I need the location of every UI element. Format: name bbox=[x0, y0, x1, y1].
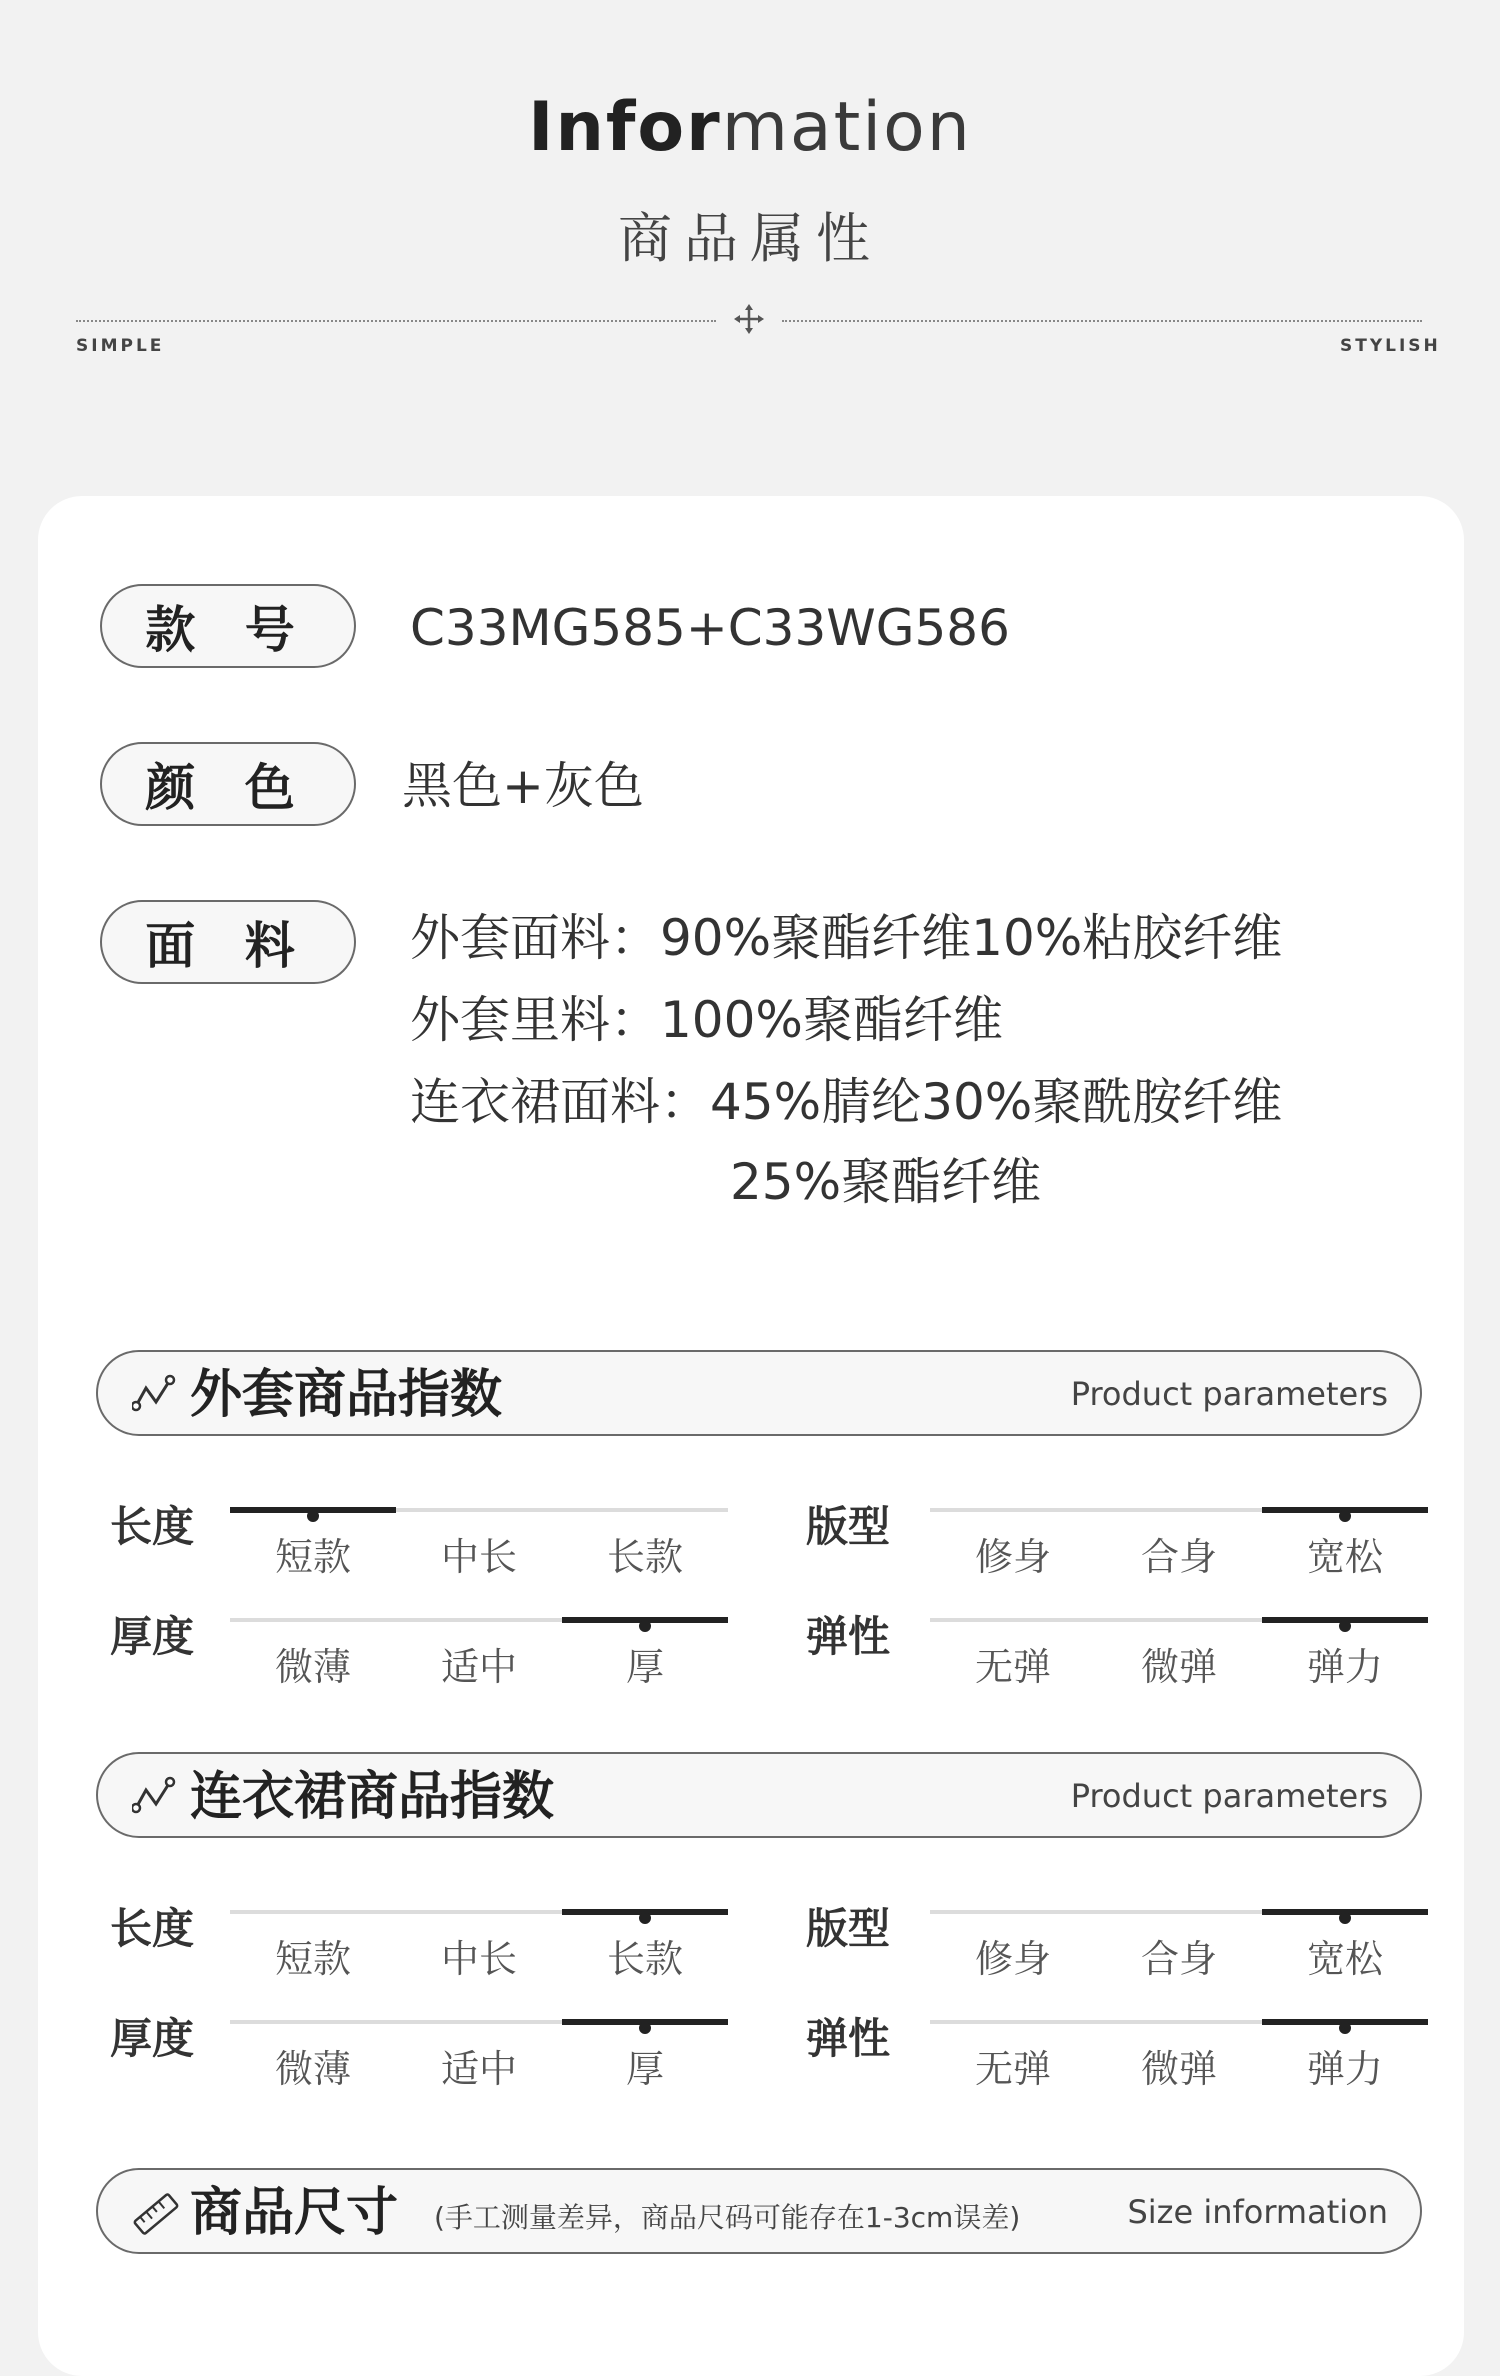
divider-right bbox=[782, 320, 1422, 322]
param-option: 厚 bbox=[625, 1645, 664, 1689]
tag-stylish: STYLISH bbox=[1340, 336, 1441, 356]
param-label: 厚度 bbox=[110, 2014, 195, 2063]
param-selected-dot bbox=[1339, 1912, 1351, 1924]
param-label: 长度 bbox=[110, 1502, 195, 1551]
dress-index-subtitle: Product parameters bbox=[1070, 1777, 1388, 1815]
dress-index-banner bbox=[96, 1752, 1422, 1838]
param-label: 弹性 bbox=[806, 2014, 891, 2063]
param-option: 合身 bbox=[1140, 1535, 1217, 1579]
param-option: 适中 bbox=[440, 1645, 517, 1689]
param-option: 微薄 bbox=[274, 2047, 351, 2091]
size-info-subtitle: Size information bbox=[1127, 2193, 1388, 2231]
param-option: 中长 bbox=[440, 1937, 517, 1981]
param-option: 修身 bbox=[974, 1937, 1051, 1981]
fabric-line: 外套面料：90%聚酯纤维10%粘胶纤维 bbox=[410, 909, 1283, 967]
coat-index-title: 外套商品指数 bbox=[190, 1365, 503, 1425]
param-option: 短款 bbox=[274, 1535, 351, 1579]
param-selected-dot bbox=[639, 1620, 651, 1632]
param-selected-dot bbox=[1339, 1620, 1351, 1632]
param-option: 宽松 bbox=[1306, 1535, 1383, 1579]
fabric-label: 面 料 bbox=[100, 900, 356, 984]
param-option: 厚 bbox=[625, 2047, 664, 2091]
param-option: 无弹 bbox=[974, 1645, 1051, 1689]
param-option: 微薄 bbox=[274, 1645, 351, 1689]
param-option: 宽松 bbox=[1306, 1937, 1383, 1981]
coat-index-subtitle: Product parameters bbox=[1070, 1375, 1388, 1413]
trend-line-icon bbox=[132, 1374, 176, 1414]
param-label: 长度 bbox=[110, 1904, 195, 1953]
param-option: 适中 bbox=[440, 2047, 517, 2091]
param-option: 修身 bbox=[974, 1535, 1051, 1579]
param-selected-dot bbox=[1339, 2022, 1351, 2034]
title-bold-part: Infor bbox=[528, 88, 722, 167]
fabric-line: 连衣裙面料：45%腈纶30%聚酰胺纤维 bbox=[410, 1073, 1283, 1131]
color-label: 颜 色 bbox=[100, 742, 356, 826]
dress-index-title: 连衣裙商品指数 bbox=[190, 1767, 555, 1827]
size-info-title: 商品尺寸 bbox=[190, 2183, 399, 2243]
param-label: 版型 bbox=[806, 1502, 891, 1551]
ruler-icon bbox=[132, 2192, 176, 2232]
trend-line-icon bbox=[132, 1776, 176, 1816]
style-no-label: 款 号 bbox=[100, 584, 356, 668]
param-option: 弹力 bbox=[1306, 1645, 1383, 1689]
size-info-banner bbox=[96, 2168, 1422, 2254]
color-value: 黑色+灰色 bbox=[402, 757, 644, 815]
style-no-value: C33MG585+C33WG586 bbox=[410, 599, 1010, 657]
param-label: 弹性 bbox=[806, 1612, 891, 1661]
param-selected-dot bbox=[639, 1912, 651, 1924]
coat-index-banner bbox=[96, 1350, 1422, 1436]
param-option: 弹力 bbox=[1306, 2047, 1383, 2091]
divider-left bbox=[76, 320, 716, 322]
size-info-note: (手工测量差异，商品尺码可能存在1-3cm误差) bbox=[434, 2201, 1021, 2234]
fabric-line: 外套里料：100%聚酯纤维 bbox=[410, 991, 1003, 1049]
param-option: 无弹 bbox=[974, 2047, 1051, 2091]
param-selected-dot bbox=[1339, 1510, 1351, 1522]
param-option: 短款 bbox=[274, 1937, 351, 1981]
page-title-chinese: 商品属性 bbox=[618, 207, 882, 270]
move-cross-icon bbox=[734, 304, 764, 334]
param-option: 长款 bbox=[606, 1937, 683, 1981]
param-label: 版型 bbox=[806, 1904, 891, 1953]
param-option: 合身 bbox=[1140, 1937, 1217, 1981]
fabric-line: 25%聚酯纤维 bbox=[730, 1153, 1042, 1211]
param-option: 微弹 bbox=[1140, 1645, 1217, 1689]
page-title-english bbox=[0, 88, 1500, 167]
param-label: 厚度 bbox=[110, 1612, 195, 1661]
tag-simple: SIMPLE bbox=[76, 336, 165, 356]
param-option: 中长 bbox=[440, 1535, 517, 1579]
param-option: 长款 bbox=[606, 1535, 683, 1579]
title-rest-part: mation bbox=[721, 88, 972, 167]
param-selected-dot bbox=[307, 1510, 319, 1522]
param-selected-dot bbox=[639, 2022, 651, 2034]
param-option: 微弹 bbox=[1140, 2047, 1217, 2091]
